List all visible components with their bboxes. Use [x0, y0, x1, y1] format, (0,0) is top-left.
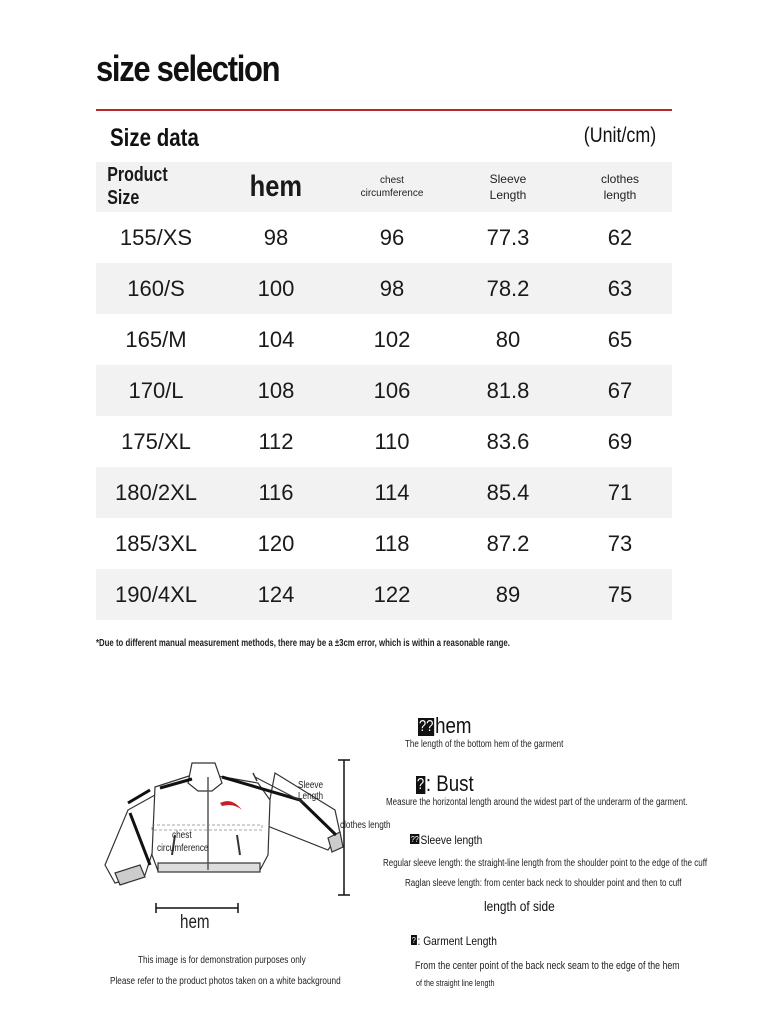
diagram-sleeve-line1: Sleeve — [298, 780, 324, 791]
def-sleeve-raglan: Raglan sleeve length: from center back neck to shoulder point and then to cuff — [405, 878, 682, 889]
diagram-sleeve-label — [298, 780, 323, 802]
col-product-size — [96, 162, 216, 212]
table-row — [96, 467, 672, 518]
def-garment-title — [411, 934, 497, 948]
col-chest-line1: chest — [380, 174, 404, 186]
cell-size: 160/S — [96, 263, 216, 314]
cell-hem: 124 — [216, 569, 336, 620]
col-clothes-label — [601, 171, 639, 203]
diagram-caption-2: Please refer to the product photos taken on a white background — [110, 976, 341, 987]
cell-sleeve: 85.4 — [448, 467, 568, 518]
cell-chest: 102 — [373, 326, 411, 352]
table-row — [96, 263, 672, 314]
diagram-hem-label: hem — [180, 912, 210, 933]
def-sleeve-regular: Regular sleeve length: the straight-line length from the shoulder point to the edge of the cuff — [383, 858, 708, 869]
cell-length: 62 — [607, 224, 633, 250]
cell-length: 73 — [607, 530, 633, 556]
def-sleeve-title-text: Sleeve length — [420, 833, 483, 847]
cell-hem: 116 — [216, 467, 336, 518]
def-hem-title-text: hem — [435, 713, 472, 738]
diagram-chest-line1: chest — [172, 830, 192, 841]
cell-size: 190/4XL — [96, 569, 216, 620]
def-hem-title — [418, 713, 471, 739]
cell-hem: 112 — [258, 428, 294, 454]
cell-size: 155/XS — [119, 224, 193, 250]
missing-glyph-icon: ? — [411, 935, 416, 945]
cell-sleeve: 80 — [495, 326, 521, 352]
cell-chest: 110 — [374, 428, 410, 454]
jacket-diagram-icon — [100, 755, 400, 935]
page-title: size selection — [96, 48, 280, 89]
cell-size: 180/2XL — [96, 467, 216, 518]
col-chest-label — [361, 174, 424, 200]
cell-sleeve: 77.3 — [486, 224, 530, 250]
col-chest-line2: circumference — [360, 187, 424, 199]
cell-size: 175/XL — [121, 428, 191, 454]
cell-chest: 114 — [336, 467, 448, 518]
cell-chest: 98 — [336, 263, 448, 314]
table-row — [96, 212, 672, 263]
col-sleeve — [448, 162, 568, 212]
cell-sleeve: 89 — [448, 569, 568, 620]
table-row — [96, 569, 672, 620]
cell-length: 71 — [568, 467, 672, 518]
cell-length: 75 — [568, 569, 672, 620]
diagram-sleeve-line2: Length — [298, 791, 324, 802]
col-sleeve-label — [490, 171, 527, 203]
cell-length: 65 — [607, 326, 633, 352]
col-clothes-line1: clothes — [600, 171, 640, 186]
cell-hem: 104 — [257, 326, 295, 352]
def-bust-text: Measure the horizontal length around the widest part of the underarm of the garment. — [386, 797, 688, 808]
cell-length: 67 — [568, 365, 672, 416]
cell-size: 165/M — [125, 326, 187, 352]
cell-sleeve: 78.2 — [448, 263, 568, 314]
def-sleeve-subtitle: length of side — [484, 898, 555, 914]
def-bust-title-text: : Bust — [425, 771, 474, 796]
def-garment-title-text: : Garment Length — [417, 934, 497, 948]
table-header-row — [96, 162, 672, 212]
def-garment-text-2: of the straight line length — [416, 978, 495, 988]
title-divider — [96, 109, 672, 111]
cell-chest: 106 — [336, 365, 448, 416]
cell-sleeve: 83.6 — [486, 428, 530, 454]
measurement-note: *Due to different manual measurement methods, there may be a ±3cm error, which is within a reasonable range. — [96, 638, 510, 649]
cell-chest: 96 — [379, 224, 405, 250]
def-hem-text: The length of the bottom hem of the garment — [405, 739, 564, 750]
col-hem-label: hem — [249, 170, 303, 203]
missing-glyph-icon: ?? — [410, 834, 419, 844]
cell-hem: 100 — [216, 263, 336, 314]
diagram-clothes-length-label: clothes length — [340, 820, 391, 831]
col-clothes-line2: length — [603, 187, 637, 202]
size-table — [96, 162, 672, 620]
unit-label: (Unit/cm) — [583, 124, 656, 147]
diagram-chest-line2: circumference — [157, 843, 209, 854]
col-chest — [336, 162, 448, 212]
col-hem — [216, 162, 336, 212]
col-clothes-length — [568, 162, 672, 212]
cell-sleeve: 81.8 — [448, 365, 568, 416]
cell-hem: 98 — [263, 224, 289, 250]
cell-length: 63 — [568, 263, 672, 314]
missing-glyph-icon: ?? — [418, 718, 434, 735]
cell-chest: 122 — [336, 569, 448, 620]
table-row — [96, 365, 672, 416]
cell-size: 170/L — [96, 365, 216, 416]
col-sleeve-line1: Sleeve — [489, 171, 527, 186]
cell-chest: 118 — [374, 530, 410, 556]
cell-length: 69 — [607, 428, 633, 454]
def-bust-title — [416, 771, 474, 797]
missing-glyph-icon: ? — [416, 776, 425, 793]
cell-hem: 108 — [216, 365, 336, 416]
table-row — [96, 416, 672, 467]
cell-size: 185/3XL — [115, 530, 197, 556]
col-sleeve-line2: Length — [489, 187, 527, 202]
cell-hem: 120 — [257, 530, 295, 556]
def-garment-text-1: From the center point of the back neck seam to the edge of the hem — [415, 960, 680, 972]
cell-sleeve: 87.2 — [486, 530, 530, 556]
def-sleeve-title — [410, 833, 482, 847]
diagram-caption-1: This image is for demonstration purposes only — [138, 955, 306, 966]
col-product-size-label: Product Size — [107, 164, 168, 209]
table-row — [96, 314, 672, 365]
size-data-heading: Size data — [110, 124, 199, 152]
table-row — [96, 518, 672, 569]
